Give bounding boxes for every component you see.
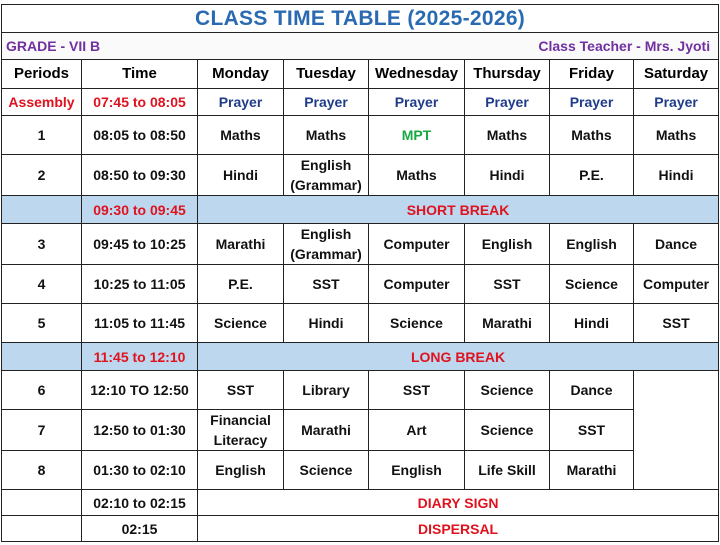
period-subject: Hindi [198,155,284,196]
period-subject: English [550,224,634,265]
period-subject: SST [369,371,465,410]
period-time: 08:05 to 08:50 [82,116,198,155]
period-number: 2 [2,155,82,196]
period-subject: Hindi [284,304,369,343]
period-subject: Science [369,304,465,343]
long-break-label: LONG BREAK [198,343,719,371]
period-number: 3 [2,224,82,265]
period-subject: SST [634,304,719,343]
period-subject: Dance [550,371,634,410]
period-subject: Life Skill [465,451,550,490]
assembly-friday: Prayer [550,89,634,116]
header-periods: Periods [2,60,82,89]
period-number: 4 [2,265,82,304]
period-row [2,224,719,265]
period-subject: Maths [634,116,719,155]
period-subject: Marathi [465,304,550,343]
period-subject: Maths [284,116,369,155]
header-tuesday: Tuesday [284,60,369,89]
assembly-row [2,89,719,116]
assembly-time: 07:45 to 08:05 [82,89,198,116]
period-subject: English [369,451,465,490]
assembly-saturday: Prayer [634,89,719,116]
period-subject: English (Grammar) [284,155,369,196]
period-number: 8 [2,451,82,490]
period-subject: Science [465,371,550,410]
period-subject: Maths [465,116,550,155]
period-subject: Science [284,451,369,490]
period-row [2,155,719,196]
saturday-empty-cell [634,371,719,490]
period-row [2,265,719,304]
header-friday: Friday [550,60,634,89]
period-subject: Dance [634,224,719,265]
period-subject: Computer [634,265,719,304]
timetable [1,4,719,542]
period-subject: Hindi [634,155,719,196]
period-subject: Maths [369,155,465,196]
period-subject: P.E. [198,265,284,304]
period-subject: SST [198,371,284,410]
timetable-frame [1,4,718,542]
period-row [2,304,719,343]
period-subject: Marathi [550,451,634,490]
footer-period-cell [2,490,82,516]
short-break-row [2,196,719,224]
period-subject: Marathi [284,410,369,451]
period-subject: SST [284,265,369,304]
period-subject: English [465,224,550,265]
period-number: 1 [2,116,82,155]
short-break-time: 09:30 to 09:45 [82,196,198,224]
class-teacher-label: Class Teacher - Mrs. Jyoti [284,33,719,60]
period-subject: English (Grammar) [284,224,369,265]
period-subject: MPT [369,116,465,155]
period-subject: Science [465,410,550,451]
info-row [2,33,719,60]
short-break-label: SHORT BREAK [198,196,719,224]
period-subject: SST [550,410,634,451]
header-time: Time [82,60,198,89]
period-subject: Marathi [198,224,284,265]
period-subject: Maths [198,116,284,155]
header-saturday: Saturday [634,60,719,89]
assembly-tuesday: Prayer [284,89,369,116]
dispersal-time: 02:15 [82,516,198,542]
period-time: 10:25 to 11:05 [82,265,198,304]
period-time: 01:30 to 02:10 [82,451,198,490]
period-subject: Hindi [465,155,550,196]
dispersal-label: DISPERSAL [198,516,719,542]
header-monday: Monday [198,60,284,89]
header-wednesday: Wednesday [369,60,465,89]
long-break-time: 11:45 to 12:10 [82,343,198,371]
period-subject: Maths [550,116,634,155]
diary-sign-row [2,490,719,516]
period-time: 12:10 TO 12:50 [82,371,198,410]
period-subject: SST [465,265,550,304]
assembly-monday: Prayer [198,89,284,116]
diary-sign-time: 02:10 to 02:15 [82,490,198,516]
period-row [2,116,719,155]
period-subject: Computer [369,224,465,265]
period-number: 6 [2,371,82,410]
period-subject: English [198,451,284,490]
period-subject: Computer [369,265,465,304]
assembly-wednesday: Prayer [369,89,465,116]
period-time: 12:50 to 01:30 [82,410,198,451]
page-title: CLASS TIME TABLE (2025-2026) [2,5,719,33]
diary-sign-label: DIARY SIGN [198,490,719,516]
header-row [2,60,719,89]
footer-period-cell [2,516,82,542]
period-time: 08:50 to 09:30 [82,155,198,196]
period-subject: Library [284,371,369,410]
period-row [2,371,719,410]
period-subject: Financial Literacy [198,410,284,451]
assembly-thursday: Prayer [465,89,550,116]
title-row [2,5,719,33]
period-number: 5 [2,304,82,343]
period-subject: Art [369,410,465,451]
period-row [2,410,719,451]
period-subject: Hindi [550,304,634,343]
period-time: 11:05 to 11:45 [82,304,198,343]
break-period-cell [2,196,82,224]
dispersal-row [2,516,719,542]
period-time: 09:45 to 10:25 [82,224,198,265]
period-subject: P.E. [550,155,634,196]
period-row [2,451,719,490]
period-subject: Science [198,304,284,343]
grade-label: GRADE - VII B [2,33,284,60]
period-number: 7 [2,410,82,451]
break-period-cell [2,343,82,371]
period-subject: Science [550,265,634,304]
assembly-label: Assembly [2,89,82,116]
header-thursday: Thursday [465,60,550,89]
long-break-row [2,343,719,371]
